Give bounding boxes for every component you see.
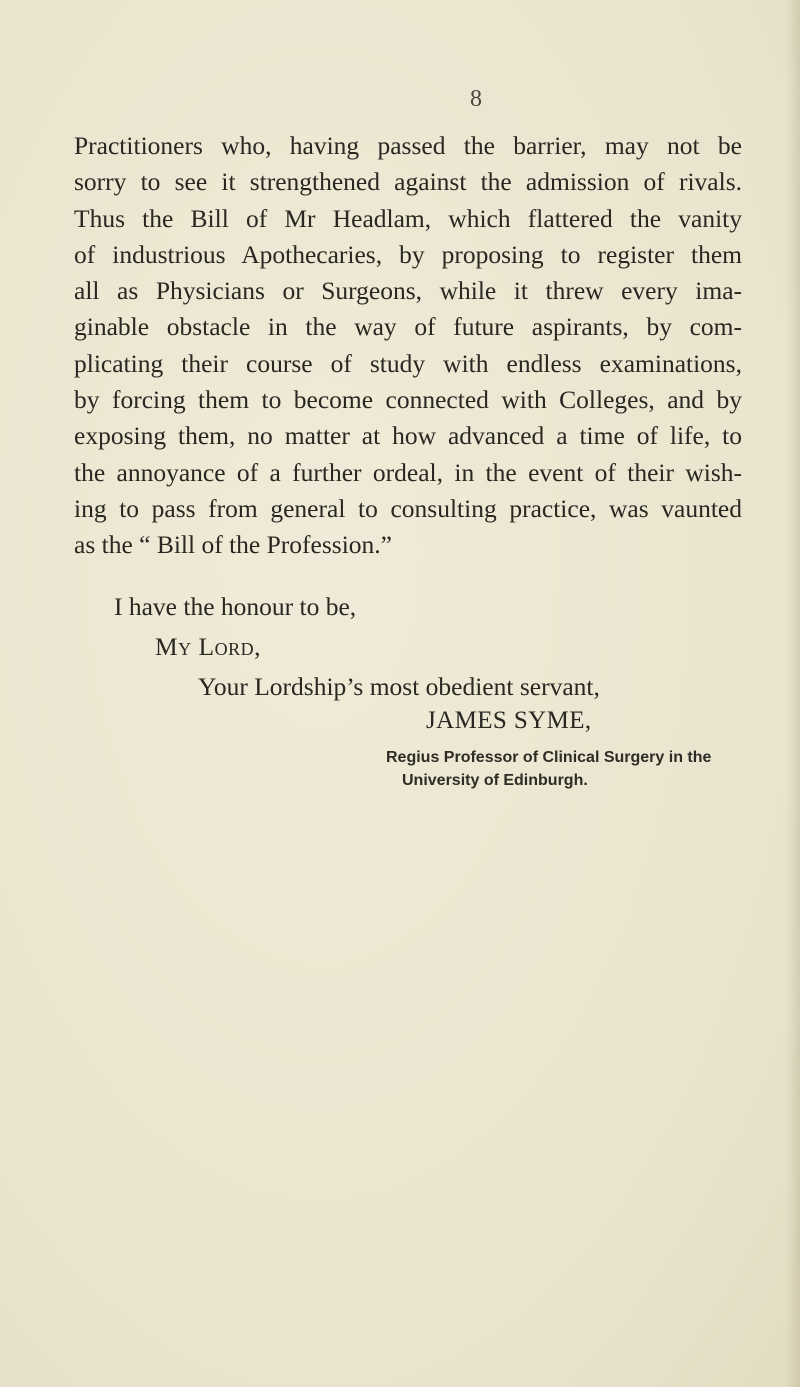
page-number: 8 [470,86,482,112]
page-edge-shadow [786,0,800,1387]
text-line: exposing them, no matter at how advanced a time of life, to [74,421,742,451]
text-line: the annoyance of a further ordeal, in the event of their wish- [74,457,742,487]
text-line: sorry to see it strengthened against the admission of rivals. [74,167,742,197]
closing-salutation [155,629,261,665]
body-paragraph [74,128,742,564]
text-line: Practitioners who, having passed the barrier, may not be [74,131,742,160]
text-line: all as Physicians or Surgeons, while it threw every ima- [74,276,742,306]
signature-title-line-2: University of Edinburgh. [402,772,588,789]
text-line: plicating their course of study with endless examinations, [74,348,742,378]
signature-name: JAMES SYME, [426,707,592,734]
closing-servant: Your Lordship’s most obedient servant, [198,672,600,701]
text-line: ginable obstacle in the way of future aspirants, by com- [74,312,742,342]
text-line: Thus the Bill of Mr Headlam, which flattered the vanity [74,203,742,233]
closing-honour: I have the honour to be, [114,592,357,621]
text-line: ing to pass from general to consulting practice, was vaunted [74,493,742,523]
salutation-text: My Lord, [155,632,262,661]
text-line: by forcing them to become connected with Colleges, and by [74,385,742,415]
text-line: of industrious Apothecaries, by proposing to register them [74,239,742,269]
signature-title-line-1: Regius Professor of Clinical Surgery in the [386,749,712,766]
text-line: as the “ Bill of the Profession.” [74,530,392,560]
